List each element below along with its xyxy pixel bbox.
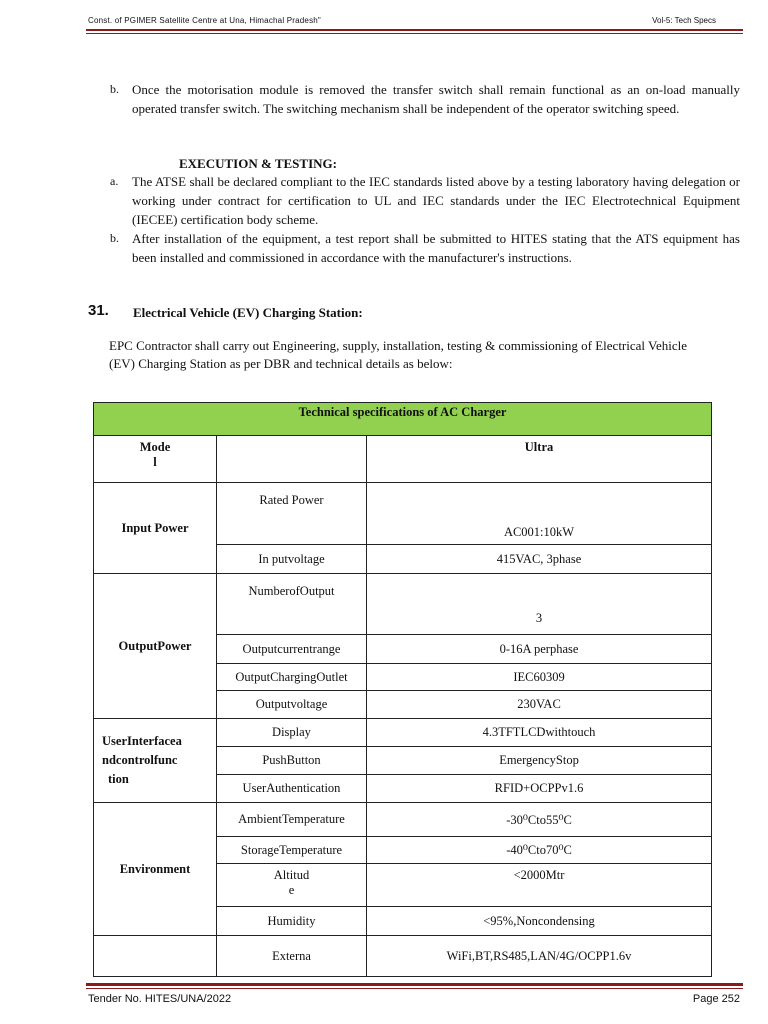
section-number: 31. [88, 302, 109, 319]
model-empty-cell [217, 436, 367, 483]
list-item-text: The ATSE shall be declared compliant to the IEC standards listed above by a testing laboratory having delegation or working under contract for certification to UL and IEC standards under the IEC Electrotechnical Equipment (IECEE) certification body scheme. [132, 174, 740, 227]
list-marker: b. [110, 231, 119, 245]
group-environment: Environment [94, 803, 217, 936]
altitude-value: <2000Mtr [367, 864, 712, 907]
list-marker: b. [110, 82, 119, 96]
table-title: Technical specifications of AC Charger [94, 403, 712, 436]
header-rule-thick [86, 29, 743, 31]
output-outlet-label: OutputChargingOutlet [217, 664, 367, 691]
number-of-output-value: 3 [367, 574, 712, 635]
footer-rule-thin [86, 988, 743, 989]
push-button-value: EmergencyStop [367, 747, 712, 775]
rated-power-label: Rated Power [217, 483, 367, 545]
user-auth-value: RFID+OCPPv1.6 [367, 775, 712, 803]
footer-tender-number: Tender No. HITES/UNA/2022 [88, 993, 232, 1005]
section-title: Electrical Vehicle (EV) Charging Station: [133, 305, 363, 320]
list-item-text: Once the motorisation module is removed the transfer switch shall remain functional as an on-load manually operated transfer switch. The switching mechanism shall be independent of the operator switching speed. [132, 82, 740, 116]
list-item [110, 229, 740, 267]
display-label: Display [217, 719, 367, 747]
altitude-label: Altitud e [217, 864, 367, 907]
list-item [110, 172, 740, 229]
list-item-text: After installation of the equipment, a test report shall be submitted to HITES stating that the ATS equipment has been installed and commissioned in accordance with the manufacturer's instructions. [132, 231, 740, 265]
rated-power-value: AC001:10kW [367, 483, 712, 545]
output-current-label: Outputcurrentrange [217, 635, 367, 664]
header-project-title: Const. of PGIMER Satellite Centre at Una, Himachal Pradesh" [88, 16, 321, 25]
footer-rule-thick [86, 983, 743, 986]
list-marker: a. [110, 174, 119, 188]
output-outlet-value: IEC60309 [367, 664, 712, 691]
external-value: WiFi,BT,RS485,LAN/4G/OCPP1.6v [367, 936, 712, 977]
group-output-power: OutputPower [94, 574, 217, 719]
storage-temperature-label: StorageTemperature [217, 837, 367, 864]
execution-testing-heading: EXECUTION & TESTING: [179, 156, 337, 171]
output-voltage-value: 230VAC [367, 691, 712, 719]
humidity-label: Humidity [217, 907, 367, 936]
output-current-value: 0-16A perphase [367, 635, 712, 664]
list-item [110, 80, 740, 118]
output-voltage-label: Outputvoltage [217, 691, 367, 719]
external-group-empty [94, 936, 217, 977]
model-value: Ultra [367, 436, 712, 483]
ambient-temperature-value: -30⁰Cto55⁰C [367, 803, 712, 837]
external-label: Externa [217, 936, 367, 977]
humidity-value: <95%,Noncondensing [367, 907, 712, 936]
ac-charger-spec-table [93, 402, 712, 977]
header-volume-label: Vol-5: Tech Specs [652, 16, 716, 25]
display-value: 4.3TFTLCDwithtouch [367, 719, 712, 747]
group-input-power: Input Power [94, 483, 217, 574]
footer-page-number: Page 252 [692, 993, 740, 1005]
model-label: Mode l [94, 436, 217, 483]
input-voltage-value: 415VAC, 3phase [367, 545, 712, 574]
push-button-label: PushButton [217, 747, 367, 775]
input-voltage-label: In putvoltage [217, 545, 367, 574]
user-auth-label: UserAuthentication [217, 775, 367, 803]
section-intro: EPC Contractor shall carry out Engineering, supply, installation, testing & commissioning of Electrical Vehicle (EV) Charging Station as per DBR and technical details as below: [109, 338, 688, 371]
storage-temperature-value: -40⁰Cto70⁰C [367, 837, 712, 864]
number-of-output-label: NumberofOutput [217, 574, 367, 635]
header-rule-thin [86, 33, 743, 34]
ambient-temperature-label: AmbientTemperature [217, 803, 367, 837]
group-user-interface: UserInterfacea ndcontrolfunc tion [94, 719, 217, 803]
